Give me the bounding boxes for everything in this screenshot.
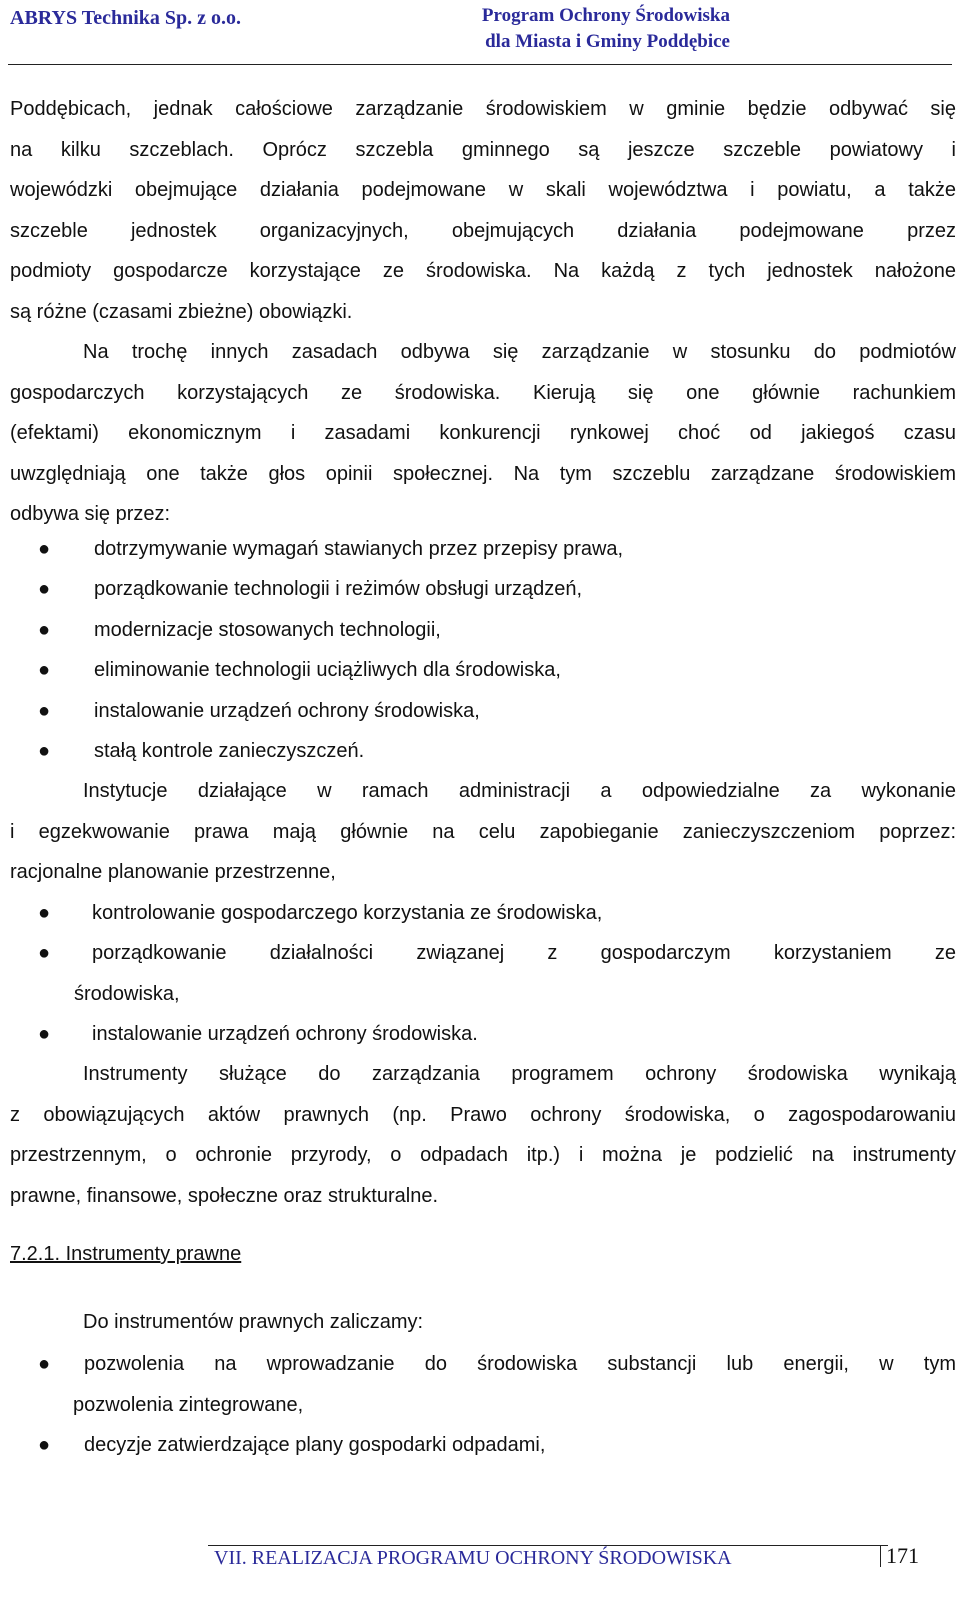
footer-divider [208,1545,888,1546]
paragraph-line: na kilku szczeblach. Oprócz szczebla gminnego są jeszcze szczeble powiatowy i [10,138,956,161]
chapter-title: VII. REALIZACJA PROGRAMU OCHRONY ŚRODOWISKA [214,1547,732,1569]
bullet-icon: ● [38,1434,51,1456]
list-item-text: porządkowanie technologii i reżimów obsługi urządzeń, [94,578,583,600]
list-item-line: środowiska, [74,982,180,1005]
list-item-text: kontrolowanie gospodarczego korzystania ze środowiska, [92,902,603,924]
paragraph-line: gospodarczych korzystających ze środowiska. Kierują się one głównie rachunkiem [10,381,956,404]
list-item-line: pozwolenia zintegrowane, [73,1393,304,1416]
paragraph-line: wojewódzki obejmujące działania podejmowane w skali województwa i powiatu, a także [10,179,956,201]
section-heading: 7.2.1. Instrumenty prawne [10,1243,242,1265]
list-item [10,1344,956,1425]
page-number: 171 [886,1543,919,1568]
paragraph-4 [10,1054,956,1216]
footer-separator [880,1545,881,1567]
paragraph-line: szczeble jednostek organizacyjnych, obejmujących działania podejmowane przez [10,219,956,242]
list-item-text: instalowanie urządzeń ochrony środowiska, [94,700,480,722]
list-item-text: instalowanie urządzeń ochrony środowiska. [92,1023,478,1045]
bullet-icon: ● [38,902,51,924]
program-title-line1: Program Ochrony Środowiska [481,5,730,26]
paragraph-line: z obowiązujących aktów prawnych (np. Prawo ochrony środowiska, o zagospodarowaniu [10,1103,956,1126]
paragraph-line: Poddębicach, jednak całościowe zarządzanie środowiskiem w gminie będzie odbywać się [10,98,956,120]
company-name: ABRYS Technika Sp. z o.o. [10,7,242,29]
bullet-icon: ● [38,700,51,722]
paragraph-line: podmioty gospodarcze korzystające ze środowiska. Na każdą z tych jednostek nałożone [10,260,956,282]
bullet-icon: ● [38,619,51,641]
paragraph-line: racjonalne planowanie przestrzenne, [10,861,336,883]
paragraph-line: Do instrumentów prawnych zaliczamy: [83,1311,424,1333]
paragraph-line: Instytucje działające w ramach administracji a odpowiedzialne za wykonanie [83,780,956,802]
list-item [10,933,956,1014]
program-title-line2: dla Miasta i Gminy Poddębice [485,31,730,52]
paragraph-2 [10,332,956,535]
paragraph-line: i egzekwowanie prawa mają głównie na celu zapobieganie zanieczyszczeniom poprzez: [10,820,956,843]
paragraph-line: prawne, finansowe, społeczne oraz strukturalne. [10,1184,439,1207]
paragraph-line: odbywa się przez: [10,503,171,525]
paragraph-line: Instrumenty służące do zarządzania programem ochrony środowiska wynikają [83,1063,956,1085]
bullet-icon: ● [38,1023,51,1045]
list-item-text: modernizacje stosowanych technologii, [94,619,441,641]
page-header [0,0,960,70]
paragraph-line: Na trochę innych zasadach odbywa się zarządzanie w stosunku do podmiotów [83,341,956,363]
paragraph-3 [10,771,956,893]
paragraph-line: (efektami) ekonomicznym i zasadami konkurencji rynkowej choć od jakiegoś czasu [10,422,956,444]
paragraph-5 [10,1302,956,1343]
list-item-text: dotrzymywanie wymagań stawianych przez przepisy prawa, [94,538,624,560]
bullet-icon: ● [38,578,51,600]
list-item-text: eliminowanie technologii uciążliwych dla środowiska, [94,659,561,681]
bullet-icon: ● [38,942,51,964]
bullet-icon: ● [38,538,51,560]
paragraph-line: przestrzennym, o ochronie przyrody, o odpadach itp.) i można je podzielić na instrumenty [10,1144,956,1166]
page-footer [0,1545,960,1622]
list-item-line: porządkowanie działalności związanej z gospodarczym korzystaniem ze [92,942,956,964]
paragraph-line: uwzględniają one także głos opinii społecznej. Na tym szczeblu zarządzane środowiskiem [10,462,956,485]
bullet-icon: ● [38,1353,51,1375]
paragraph-1 [10,89,956,332]
header-divider [8,64,952,65]
bullet-icon: ● [38,740,51,762]
list-item-text [84,1344,956,1385]
list-item-line: pozwolenia na wprowadzanie do środowiska substancji lub energii, w tym [84,1353,956,1375]
paragraph-line: są różne (czasami zbieżne) obowiązki. [10,300,353,323]
list-item-text: stałą kontrole zanieczyszczeń. [94,740,365,762]
bullet-icon: ● [38,659,51,681]
program-title [482,3,730,55]
list-item-text [92,933,956,974]
list-item-text: decyzje zatwierdzające plany gospodarki odpadami, [84,1434,546,1456]
